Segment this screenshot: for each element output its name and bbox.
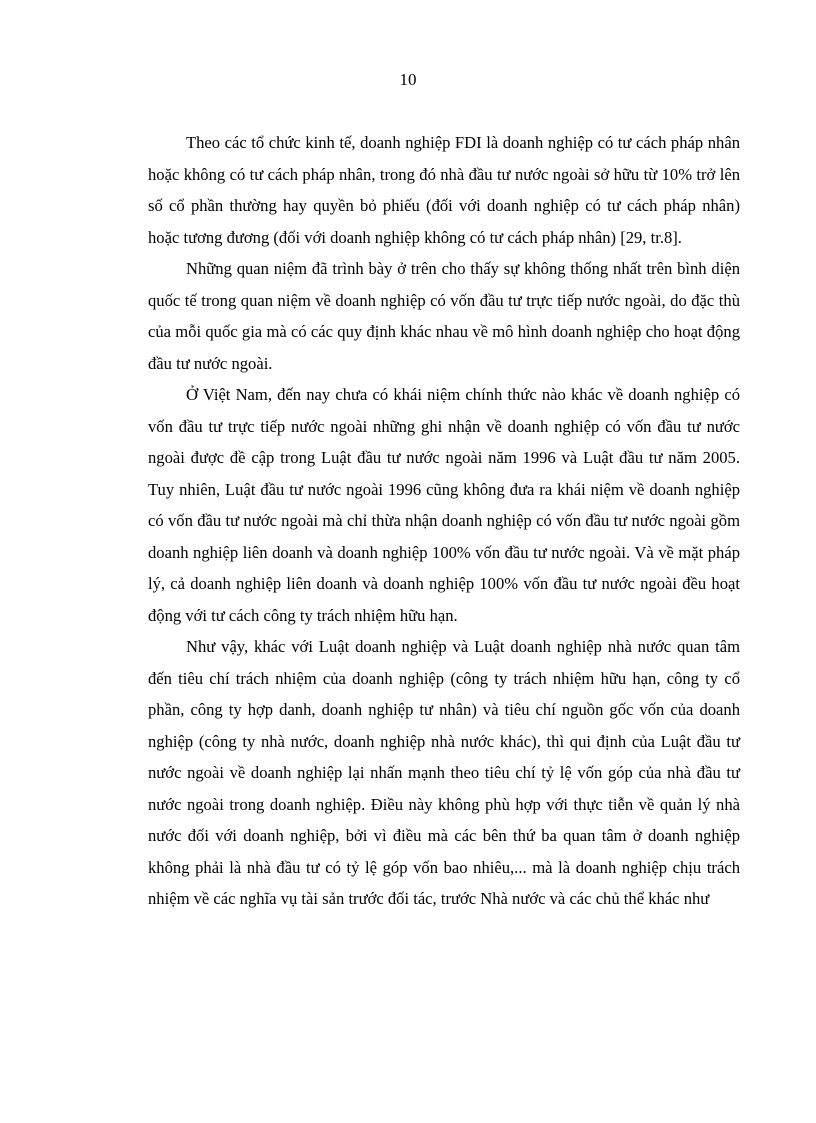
paragraph-vietnam-law: Ở Việt Nam, đến nay chưa có khái niệm chính thức nào khác về doanh nghiệp có vốn đầu tư trực tiếp nước ngoài những ghi nhận về doanh nghiệp có vốn đầu tư nước ngoài được đề cập trong Luật đầu tư nước ngoài năm 1996 và Luật đầu tư năm 2005. Tuy nhiên, Luật đầu tư nước ngoài 1996 cũng không đưa ra khái niệm về doanh nghiệp có vốn đầu tư nước ngoài mà chỉ thừa nhận doanh nghiệp có vốn đầu tư nước ngoài gồm doanh nghiệp liên doanh và doanh nghiệp 100% vốn đầu tư nước ngoài. Và về mặt pháp lý, cả doanh nghiệp liên doanh và doanh nghiệp 100% vốn đầu tư nước ngoài đều hoạt động với tư cách công ty trách nhiệm hữu hạn. — [148, 385, 740, 625]
paragraph-comparison: Như vậy, khác với Luật doanh nghiệp và Luật doanh nghiệp nhà nước quan tâm đến tiêu chí trách nhiệm của doanh nghiệp (công ty trách nhiệm hữu hạn, công ty cổ phần, công ty hợp danh, doanh nghiệp tư nhân) và tiêu chí nguồn gốc vốn của doanh nghiệp (công ty nhà nước, doanh nghiệp nhà nước khác), thì qui định của Luật đầu tư nước ngoài về doanh nghiệp lại nhấn mạnh theo tiêu chí tỷ lệ vốn góp của nhà đầu tư nước ngoài trong doanh nghiệp. Điều này không phù hợp với thực tiễn về quản lý nhà nước đối với doanh nghiệp, bởi vì điều mà các bên thứ ba quan tâm ở doanh nghiệp không phải là nhà đầu tư có tỷ lệ góp vốn bao nhiêu,... mà là doanh nghiệp chịu trách nhiệm về các nghĩa vụ tài sản trước đối tác, trước Nhà nước và các chủ thể khác như — [148, 637, 740, 908]
page-number: 10 — [399, 70, 417, 89]
paragraph-fdi-definition: Theo các tổ chức kinh tế, doanh nghiệp FDI là doanh nghiệp có tư cách pháp nhân hoặc không có tư cách pháp nhân, trong đó nhà đầu tư nước ngoài sở hữu từ 10% trở lên số cổ phần thường hay quyền bỏ phiếu (đối với doanh nghiệp có tư cách pháp nhân) hoặc tương đương (đối với doanh nghiệp không có tư cách pháp nhân) [29, tr.8]. — [148, 133, 740, 247]
document-body — [148, 127, 740, 915]
paragraph-international-views: Những quan niệm đã trình bày ở trên cho thấy sự không thống nhất trên bình diện quốc tế trong quan niệm về doanh nghiệp có vốn đầu tư trực tiếp nước ngoài, do đặc thù của mỗi quốc gia mà có các quy định khác nhau về mô hình doanh nghiệp cho hoạt động đầu tư nước ngoài. — [148, 259, 740, 373]
